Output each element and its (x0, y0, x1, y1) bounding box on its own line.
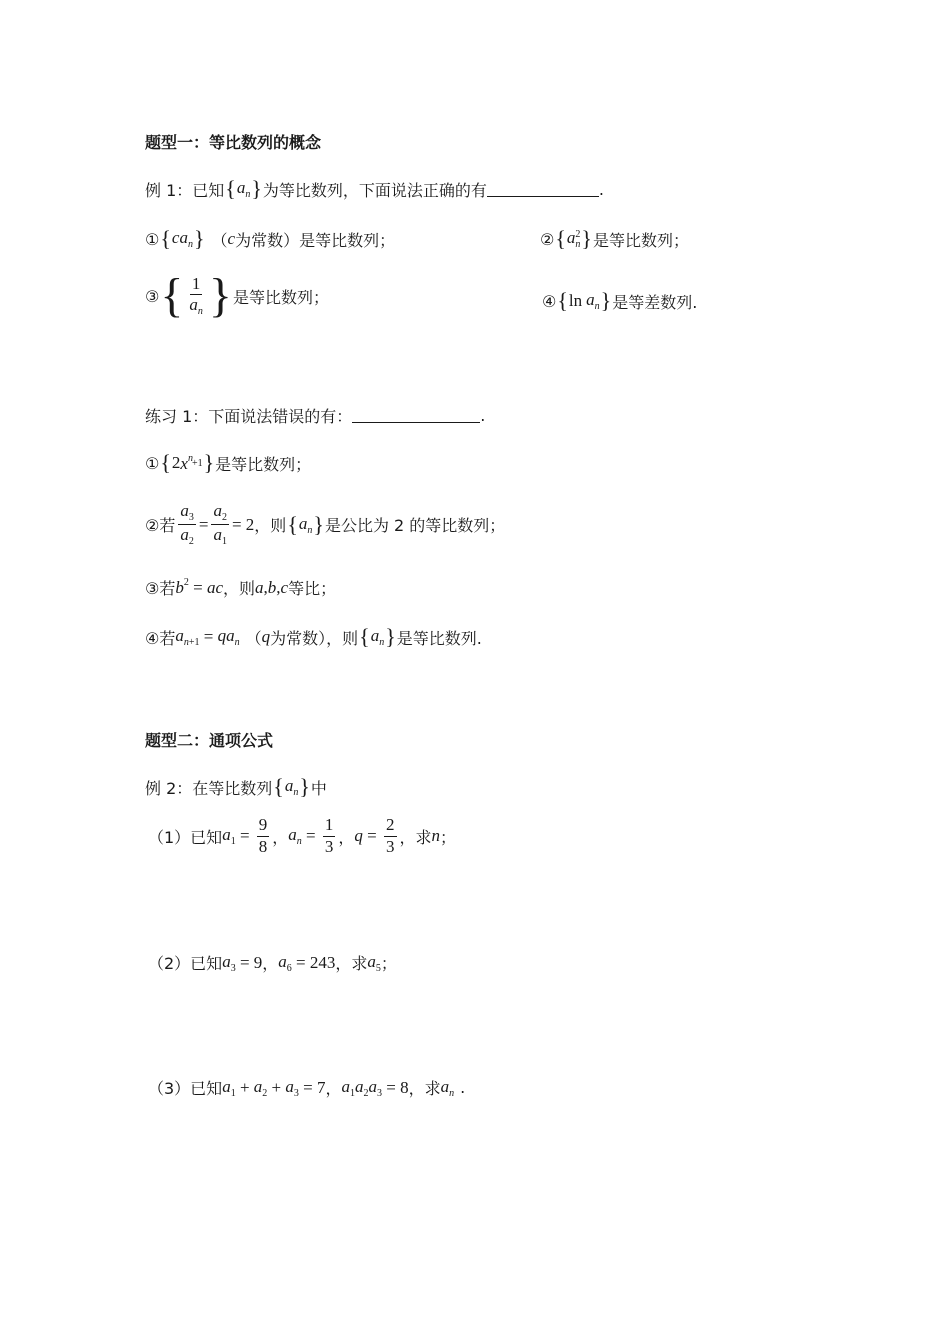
practice-1-statement-4: ④若 $a_{n+1}$ = $qa_n$ （ q 为常数），则 { $a_n$ } 是等比数列. (145, 624, 482, 649)
example-1-prompt: 例 1：已知 { $a_n$ } 为等比数列，下面说法正确的有 . (145, 176, 605, 201)
example-1-option-2: ② { a 2 n } 是等比数列； (540, 226, 689, 251)
practice-1-statement-2: ②若 $\frac{a_3}{a_2}$ = $\frac{a_2}{a_1}$ = 2 ，则 { $a_n$ } 是公比为 2 的等比数列； (145, 501, 506, 547)
example-2-part-3: （3）已知 $a_1$ + $a_2$ + $a_3$ = 7 ， $a_1a_2a_3$ = 8 ，求 $a_n$ . (148, 1076, 466, 1099)
example-2-prompt: 例 2：在等比数列 { $a_n$ } 中 (145, 774, 327, 799)
example-1-option-4: ④ { ln $a_n$ } 是等差数列. (542, 288, 698, 313)
example-1-option-1: ① { $ca_n$ } （ c 为常数）是等比数列； (145, 226, 396, 251)
answer-blank[interactable] (352, 408, 480, 423)
example-1-option-3: ③ { $\frac{1}{a_n}$ } 是等比数列； (145, 269, 329, 322)
practice-1-statement-1: ① { 2 $x^n$ +1 } 是等比数列； (145, 450, 312, 475)
section-2-title: 题型二：通项公式 (145, 731, 274, 750)
example-2-part-2: （2）已知 $a_3$ = 9 ， $a_6$ = 243 ，求 $a_5$ ； (148, 951, 397, 974)
example-2-part-1: （1）已知 $a_1$ = $\frac{9}{8}$ ， $a_n$ = $\frac{1}{3}$ ， q = $\frac{2}{3}$ ，求 n ； (148, 815, 457, 856)
section-1-title: 题型一：等比数列的概念 (145, 133, 322, 152)
practice-1-prompt: 练习 1：下面说法错误的有： . (145, 406, 486, 426)
answer-blank[interactable] (487, 182, 599, 197)
practice-1-statement-3: ③若 $b^2$ = ac ，则 a , b , c 等比； (145, 577, 337, 598)
